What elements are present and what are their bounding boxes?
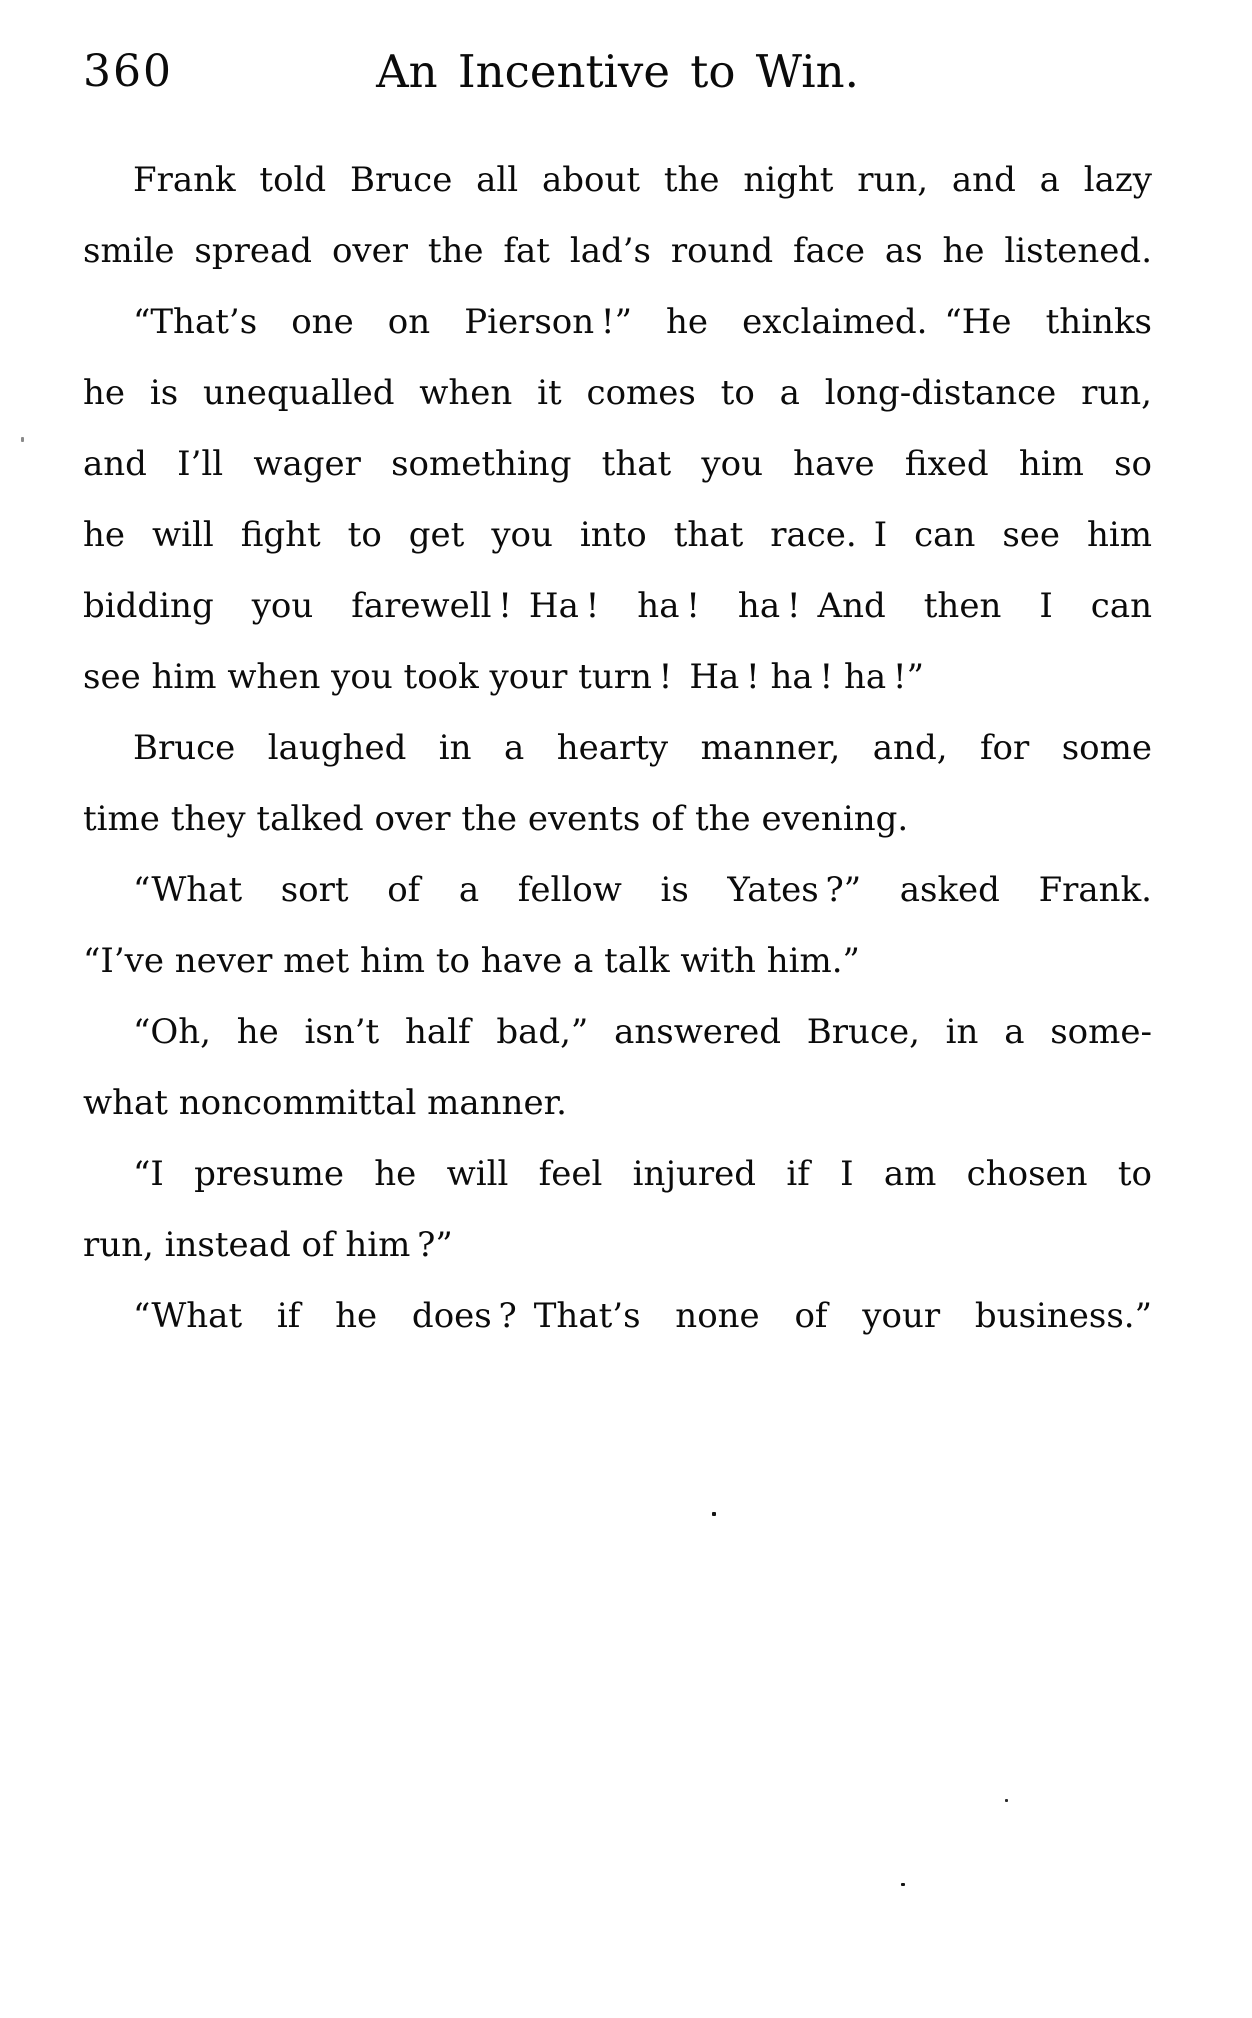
text-line: “I’ve never met him to have a talk with him.” — [83, 941, 860, 981]
paragraph — [83, 855, 1152, 997]
paragraph — [83, 1281, 1152, 1352]
page-text — [83, 145, 1152, 1352]
page-number: 360 — [83, 46, 173, 97]
ink-speck — [712, 1512, 716, 1516]
text-line: and I’ll wager something that you have fixed him so — [83, 444, 1152, 484]
ink-speck — [1005, 1799, 1008, 1802]
text-line: “That’s one on Pierson !” he exclaimed. “He thinks — [133, 302, 1152, 342]
text-line: “What sort of a fellow is Yates ?” asked Frank. — [133, 870, 1152, 910]
text-line: run, instead of him ?” — [83, 1225, 453, 1265]
text-line: see him when you took your turn ! Ha ! ha ! ha !” — [83, 657, 924, 697]
running-header: An Incentive to Win. — [376, 45, 859, 98]
text-line: what noncommittal manner. — [83, 1083, 567, 1123]
paragraph — [83, 1139, 1152, 1281]
ink-speck — [21, 437, 24, 442]
text-line: “Oh, he isn’t half bad,” answered Bruce, in a some- — [133, 1012, 1152, 1052]
text-line: he will fight to get you into that race. I can see him — [83, 515, 1152, 555]
text-line: “What if he does ? That’s none of your business.” — [133, 1296, 1152, 1336]
paragraph — [83, 997, 1152, 1139]
text-line: he is unequalled when it comes to a long-distance run, — [83, 373, 1152, 413]
paragraph — [83, 145, 1152, 287]
text-line: Bruce laughed in a hearty manner, and, for some — [133, 728, 1152, 768]
paragraph — [83, 287, 1152, 713]
running-header-row — [83, 44, 1152, 100]
text-line: Frank told Bruce all about the night run, and a lazy — [133, 160, 1152, 200]
paragraph — [83, 713, 1152, 855]
text-line: bidding you farewell ! Ha ! ha ! ha ! And then I can — [83, 586, 1152, 626]
text-line: smile spread over the fat lad’s round face as he listened. — [83, 231, 1152, 271]
text-line: “I presume he will feel injured if I am chosen to — [133, 1154, 1152, 1194]
text-line: time they talked over the events of the evening. — [83, 799, 909, 839]
ink-speck — [901, 1883, 905, 1886]
